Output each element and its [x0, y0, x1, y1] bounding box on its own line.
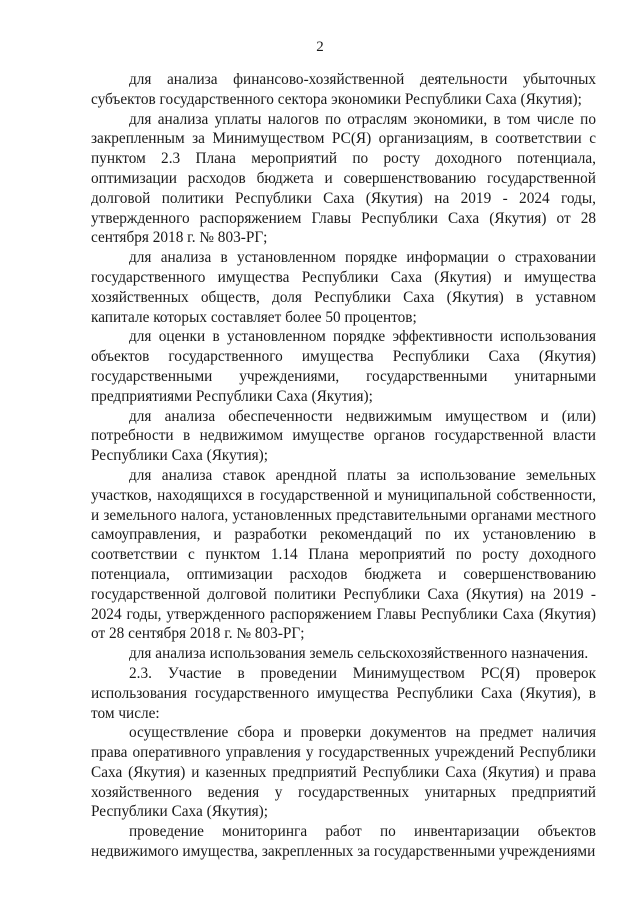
paragraph: для анализа в установленном порядке информации о страховании государственного имущества Республики Саха (Якутия) и имущества хозяйственных обществ, доля Республики Саха (Якутия) в уставном капитале которых составляет более 50 процентов;: [91, 249, 596, 326]
paragraph: осуществление сбора и проверки документов на предмет наличия права оперативного управления у государственных учреждений Республики Саха (Якутия) и казенных предприятий Республики Саха (Якутия) и права хозяйственного ведения у государственных унитарных предприятий Республики Саха (Якутия);: [91, 724, 596, 821]
paragraph: проведение мониторинга работ по инвентаризации объектов недвижимого имущества, закрепленных за государственными учреждениями: [91, 823, 596, 861]
paragraph: для анализа обеспеченности недвижимым имуществом и (или) потребности в недвижимом имуществе органов государственной власти Республики Саха (Якутия);: [91, 407, 596, 465]
paragraph: для оценки в установленном порядке эффективности использования объектов государственного имущества Республики Саха (Якутия) государственными учреждениями, государственными унитарными предприятиями Республики Саха (Якутия);: [91, 328, 596, 405]
paragraph: для анализа ставок арендной платы за использование земельных участков, находящихся в государственной и муниципальной собственности, и земельного налога, установленных представительными органами местного самоуправления, и разработки рекомендаций по их установлению в соответствии с пунктом 1.14 Плана мероприятий по росту доходного потенциала, оптимизации расходов бюджета и совершенствованию государственной долговой политики Республики Саха (Якутия) на 2019 - 2024 годы, утвержденного распоряжением Главы Республики Саха (Якутия) от 28 сентября 2018 г. № 803-РГ;: [91, 466, 596, 643]
paragraph: для анализа использования земель сельскохозяйственного назначения.: [129, 645, 589, 663]
paragraph: для анализа финансово-хозяйственной деятельности убыточных субъектов государственного сектора экономики Республики Саха (Якутия);: [91, 71, 596, 108]
page-number: 2: [316, 39, 324, 55]
document-body: [91, 70, 596, 862]
section-paragraph: 2.3. Участие в проведении Минимуществом РС(Я) проверок использования государственного имущества Республики Саха (Якутия), в том числе:: [91, 664, 596, 722]
paragraph: для анализа уплаты налогов по отраслям экономики, в том числе по закрепленным за Минимуществом РС(Я) организациям, в соответствии с пунктом 2.3 Плана мероприятий по росту доходного потенциала, оптимизации расходов бюджета и совершенствованию государственной долговой политики Республики Саха (Якутия) на 2019 - 2024 годы, утвержденного распоряжением Главы Республики Саха (Якутия) от 28 сентября 2018 г. № 803-РГ;: [91, 110, 596, 247]
